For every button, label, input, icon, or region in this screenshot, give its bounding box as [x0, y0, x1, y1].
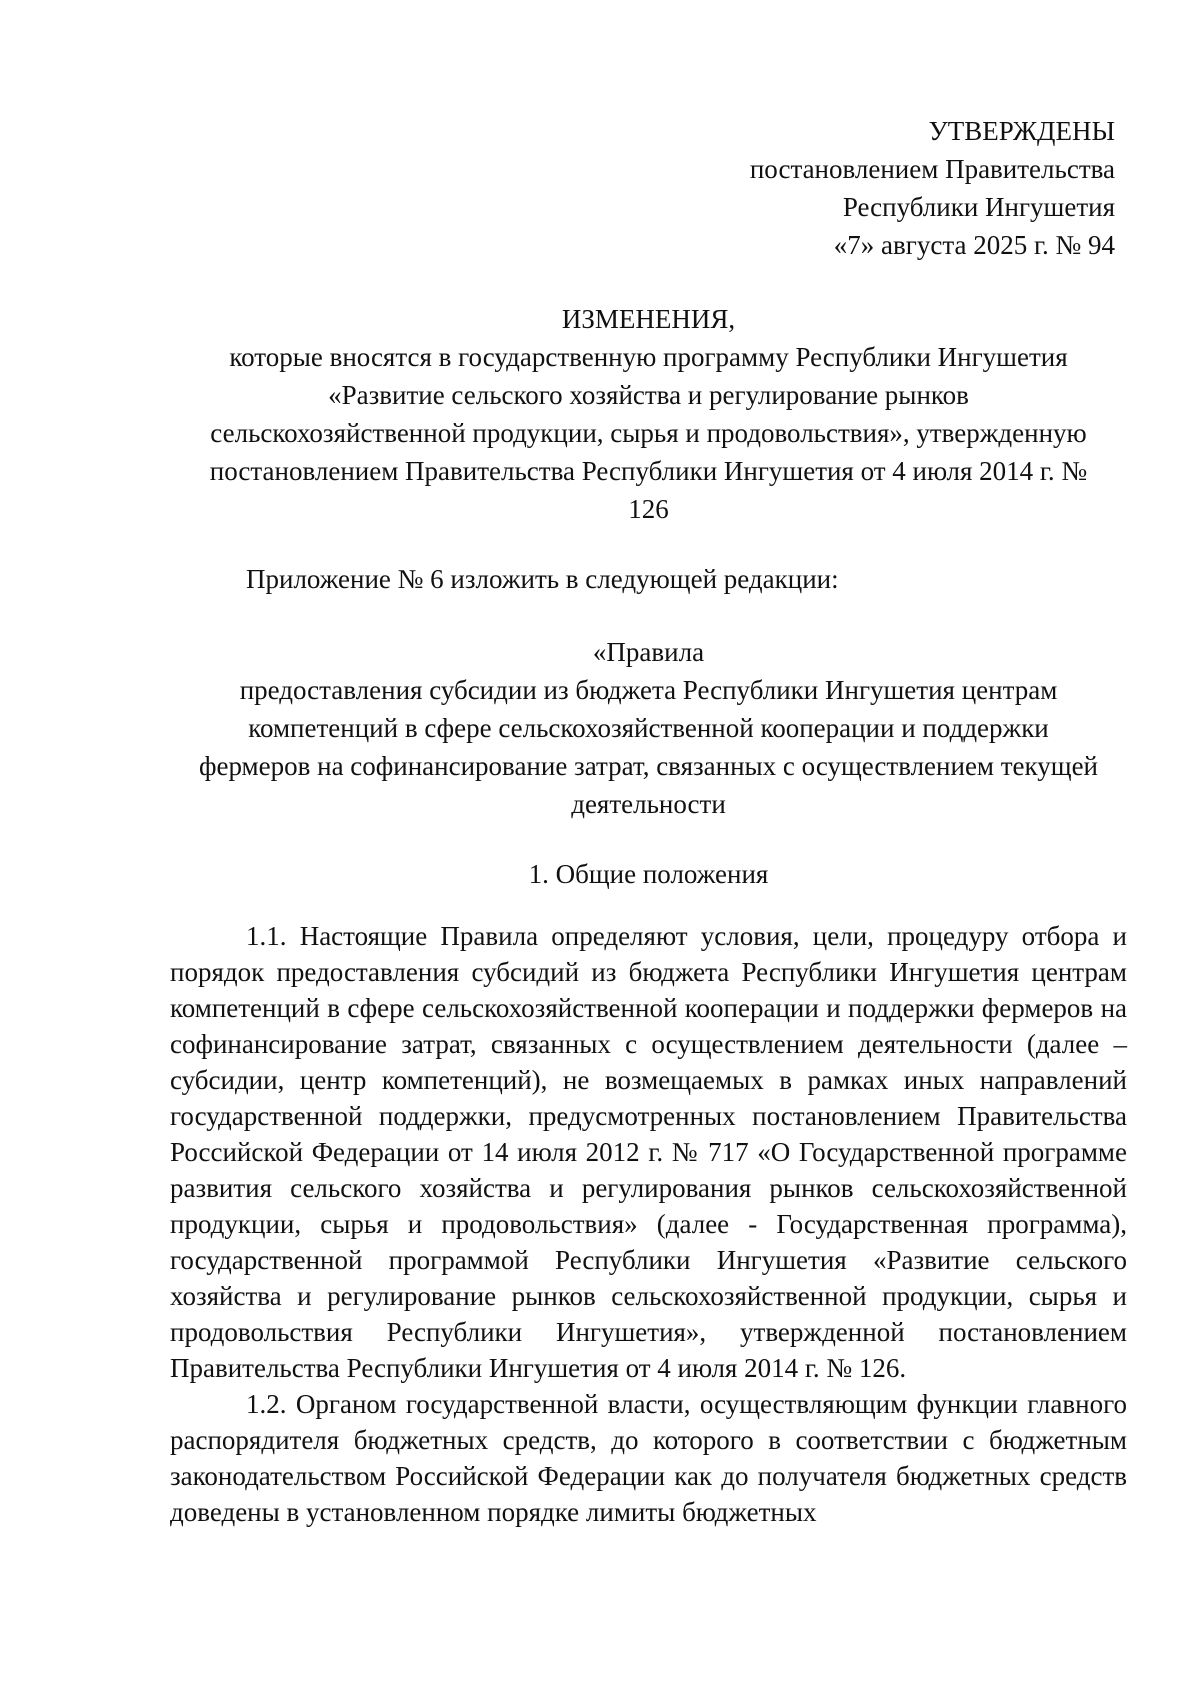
- changes-subtitle-line: 126: [628, 494, 669, 524]
- changes-subtitle-line: постановлением Правительства Республики Ингушетия от 4 июля 2014 г. №: [209, 456, 1088, 486]
- approval-title: УТВЕРЖДЕНЫ: [928, 116, 1115, 146]
- paragraph-1-1: 1.1. Настоящие Правила определяют условия, цели, процедуру отбора и порядок предоставления субсидий из бюджета Республики Ингушетия центрам компетенций в сфере сельскохозяйственной кооперации и поддержки фермеров на софинансирование затрат, связанных с осуществлением деятельности (далее – субсидии, центр компетенций), не возмещаемых в рамках иных направлений государственной поддержки, предусмотренных постановлением Правительства Российской Федерации от 14 июля 2012 г. № 717 «О Государственной программе развития сельского хозяйства и регулирования рынков сельскохозяйственной продукции, сырья и продовольствия» (далее - Государственная программа), государственной программой Республики Ингушетия «Развитие сельского хозяйства и регулирование рынков сельскохозяйственной продукции, сырья и продовольствия Республики Ингушетия», утвержденной постановлением Правительства Республики Ингушетия от 4 июля 2014 г. № 126.: [170, 921, 1127, 1383]
- rules-subtitle-line: деятельности: [571, 789, 726, 819]
- section-heading: 1. Общие положения: [528, 859, 769, 889]
- rules-title-block: [170, 633, 1127, 823]
- changes-subtitle-line: «Развитие сельского хозяйства и регулирование рынков: [328, 380, 969, 410]
- changes-title-block: [170, 300, 1127, 528]
- document-body: [170, 918, 1127, 1530]
- approval-stamp: [750, 112, 1115, 264]
- rules-subtitle-line: компетенций в сфере сельскохозяйственной кооперации и поддержки: [248, 713, 1049, 743]
- paragraph-1-2: 1.2. Органом государственной власти, осуществляющим функции главного распорядителя бюджетных средств, до которого в соответствии с бюджетным законодательством Российской Федерации как до получателя бюджетных средств доведены в установленном порядке лимиты бюджетных: [170, 1389, 1127, 1527]
- rules-subtitle-line: предоставления субсидии из бюджета Республики Ингушетия центрам: [239, 675, 1058, 705]
- changes-subtitle-line: которые вносятся в государственную программу Республики Ингушетия: [229, 342, 1068, 372]
- changes-heading: ИЗМЕНЕНИЯ,: [561, 304, 736, 334]
- rules-subtitle-line: фермеров на софинансирование затрат, связанных с осуществлением текущей: [198, 751, 1098, 781]
- approval-line-date: «7» августа 2025 г. № 94: [833, 230, 1115, 260]
- changes-subtitle-line: сельскохозяйственной продукции, сырья и продовольствия», утвержденную: [210, 418, 1087, 448]
- approval-line-republic: Республики Ингушетия: [842, 192, 1115, 222]
- lead-sentence: Приложение № 6 изложить в следующей редакции:: [246, 564, 839, 594]
- rules-heading: «Правила: [592, 637, 705, 667]
- approval-line-decree: постановлением Правительства: [749, 154, 1115, 184]
